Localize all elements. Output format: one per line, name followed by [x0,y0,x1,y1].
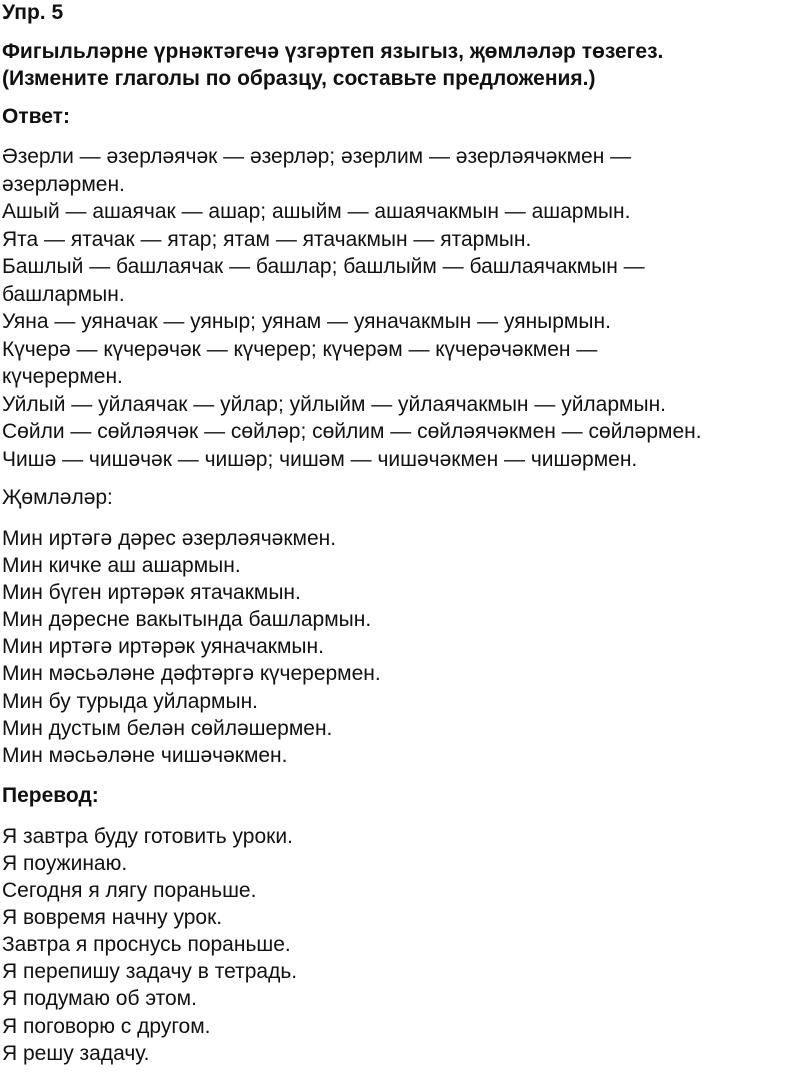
translation-heading: Перевод: [2,783,99,807]
answer-line: Чишә — чишәчәк — чишәр; чишәм — чишәчәкмен — чишәрмен. [2,447,638,471]
task-text-russian: (Измените глаголы по образцу, составьте предложения.) [2,67,596,90]
sentences-heading: Җөмләләр: [2,486,113,509]
answer-line: Күчерә — күчерәчәк — күчерер; күчерәм — күчерәчәкмен — [2,337,598,361]
answer-line: башлармын. [2,282,125,306]
answer-line: күчерермен. [2,365,123,388]
translation-line: Я решу задачу. [2,1041,150,1065]
sentence-line: Мин мәсьәләне чишәчәкмен. [2,743,288,767]
task-instructions [2,38,798,92]
task-text-tatar: Фигыльләрне үрнәктәгечә үзгәртеп языгыз, җөмләләр төзегез. [2,40,664,63]
answer-line: Ашый — ашаячак — ашар; ашыйм — ашаячакмын — ашармын. [2,200,631,223]
translation-line: Я завтра буду готовить уроки. [2,824,293,848]
exercise-page [2,0,798,1067]
translation-line: Сегодня я лягу пораньше. [2,879,257,903]
exercise-title: Упр. 5 [2,1,64,24]
translation-line: Я поговорю с другом. [2,1014,211,1038]
translation-line: Я вовремя начну урок. [2,906,223,930]
answer-line: Сөйли — сөйләячәк — сөйләр; сөйлим — сөйләячәкмен — сөйләрмен. [2,420,702,443]
answer-line: Уяна — уяначак — уяныр; уянам — уяначакмын — уянырмын. [2,310,611,333]
answer-line: әзерләрмен. [2,172,125,196]
answer-line: Әзерли — әзерләячәк — әзерләр; әзерлим — әзерләячәкмен — [2,145,632,168]
translation-line: Я поужинаю. [2,851,128,875]
answer-line: Ята — ятачак — ятар; ятам — ятачакмын — ятармын. [2,227,532,251]
sentence-line: Мин иртәгә дәрес әзерләячәкмен. [2,527,337,550]
translation-line: Завтра я проснусь пораньше. [2,933,291,957]
answer-heading: Ответ: [2,105,70,128]
sentence-line: Мин иртәгә иртәрәк уяначакмын. [2,635,324,659]
translation-list [2,823,798,1067]
sentence-line: Мин кичке аш ашармын. [2,554,241,578]
answer-verb-forms [2,143,798,473]
answer-line: Уйлый — уйлаячак — уйлар; уйлыйм — уйлаячакмын — уйлармын. [2,392,667,416]
sentence-line: Мин мәсьәләне дәфтәргә күчерермен. [2,662,381,686]
sentence-line: Мин дәресне вакытында башлармын. [2,608,372,632]
sentence-line: Мин дустым белән сөйләшермен. [2,716,333,740]
sentences-list [2,525,798,769]
sentence-line: Мин бүген иртәрәк ятачакмын. [2,581,301,605]
answer-line: Башлый — башлаячак — башлар; башлыйм — башлаячакмын — [2,255,645,278]
translation-line: Я перепишу задачу в тетрадь. [2,960,298,984]
sentence-line: Мин бу турыда уйлармын. [2,689,259,713]
translation-line: Я подумаю об этом. [2,987,197,1011]
